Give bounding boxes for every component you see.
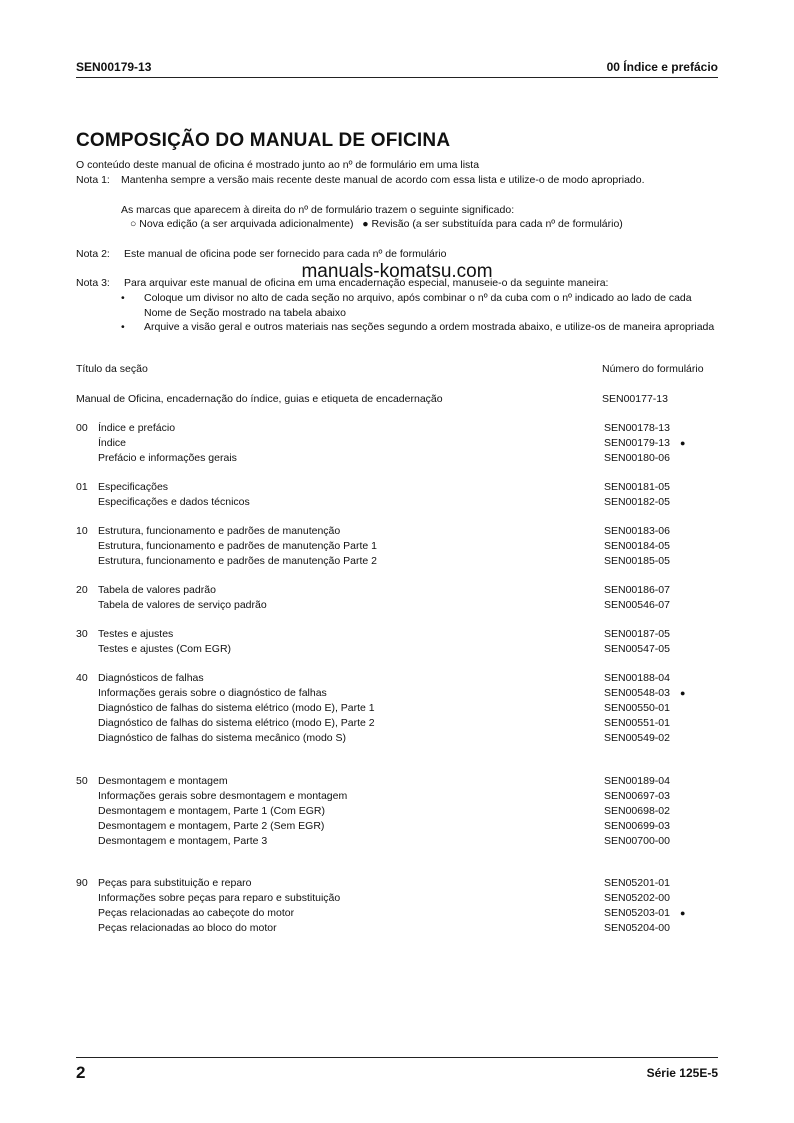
form-number: SEN00700-00 bbox=[604, 835, 670, 847]
table-row bbox=[76, 671, 726, 686]
page-number: 2 bbox=[76, 1063, 86, 1082]
form-number: SEN00551-01 bbox=[604, 717, 670, 729]
table-row bbox=[76, 891, 726, 906]
note1-marks-intro: As marcas que aparecem à direita do nº de formulário trazem o seguinte significado: bbox=[121, 204, 515, 216]
section-title: Informações gerais sobre o diagnóstico de falhas bbox=[98, 687, 327, 699]
column-header-form-number: Número do formulário bbox=[602, 363, 704, 375]
form-number: SEN00548-03 bbox=[604, 687, 670, 699]
open-circle-icon: ○ bbox=[130, 218, 137, 230]
bullet-icon: • bbox=[121, 292, 125, 304]
section-title: Índice bbox=[98, 437, 127, 449]
table-row bbox=[76, 436, 726, 451]
section-number: 01 bbox=[76, 481, 88, 493]
note3-text: Para arquivar este manual de oficina em uma encadernação especial, manuseie-o da seguinte maneira: bbox=[124, 277, 609, 289]
section-title: Desmontagem e montagem, Parte 1 (Com EGR) bbox=[98, 805, 326, 817]
section-number: 30 bbox=[76, 628, 88, 640]
table-row bbox=[76, 819, 726, 834]
section-title: Estrutura, funcionamento e padrões de manutenção Parte 2 bbox=[98, 555, 378, 567]
form-number: SEN05204-00 bbox=[604, 922, 670, 934]
form-number: SEN00186-07 bbox=[604, 584, 670, 596]
revision-mark-icon: ● bbox=[680, 908, 686, 918]
table-row bbox=[76, 774, 726, 789]
section-title: Especificações e dados técnicos bbox=[98, 496, 250, 508]
table-row bbox=[76, 539, 726, 554]
section-title: Diagnóstico de falhas do sistema elétrico (modo E), Parte 1 bbox=[98, 702, 375, 714]
table-row bbox=[76, 789, 726, 804]
revision-mark-icon: ● bbox=[680, 438, 686, 448]
form-number: SEN00189-04 bbox=[604, 775, 670, 787]
legend-new-edition bbox=[130, 217, 623, 232]
legend-revision-label: Revisão (a ser substituída para cada nº de formulário) bbox=[371, 218, 623, 230]
note1-text: Mantenha sempre a versão mais recente deste manual de acordo com essa lista e utilize-o de modo apropriado. bbox=[121, 174, 645, 186]
section-title: Estrutura, funcionamento e padrões de manutenção bbox=[98, 525, 341, 537]
form-number: SEN00185-05 bbox=[604, 555, 670, 567]
section-title: Diagnóstico de falhas do sistema elétrico (modo E), Parte 2 bbox=[98, 717, 375, 729]
section-number: 10 bbox=[76, 525, 88, 537]
note3-bullet1: Coloque um divisor no alto de cada seção no arquivo, após combinar o nº da cuba com o nº indicado ao lado de cada Nome de Seção mostrado na tabela abaixo bbox=[144, 292, 692, 319]
section-title: Informações gerais sobre desmontagem e montagem bbox=[98, 790, 348, 802]
footer-rule bbox=[76, 1057, 718, 1058]
section-title: Peças relacionadas ao bloco do motor bbox=[98, 922, 277, 934]
header-doc-code: SEN00179-13 bbox=[76, 60, 152, 74]
form-number: SEN00188-04 bbox=[604, 672, 670, 684]
table-row bbox=[76, 627, 726, 642]
header-section-title: 00 Índice e prefácio bbox=[606, 60, 718, 74]
table-row bbox=[76, 731, 726, 746]
form-number: SEN00187-05 bbox=[604, 628, 670, 640]
form-number: SEN00550-01 bbox=[604, 702, 670, 714]
table-row bbox=[76, 421, 726, 436]
revision-mark-icon: ● bbox=[680, 688, 686, 698]
note1-label: Nota 1: bbox=[76, 174, 110, 186]
table-row bbox=[76, 642, 726, 657]
table-row bbox=[76, 554, 726, 569]
section-number: 90 bbox=[76, 877, 88, 889]
form-number: SEN00697-03 bbox=[604, 790, 670, 802]
page-title: COMPOSIÇÃO DO MANUAL DE OFICINA bbox=[76, 130, 451, 151]
section-title: Desmontagem e montagem, Parte 2 (Sem EGR) bbox=[98, 820, 325, 832]
section-title: Prefácio e informações gerais bbox=[98, 452, 237, 464]
intro-text: O conteúdo deste manual de oficina é mostrado junto ao nº de formulário em uma lista bbox=[76, 159, 480, 171]
form-number: SEN00699-03 bbox=[604, 820, 670, 832]
section-title: Tabela de valores de serviço padrão bbox=[98, 599, 267, 611]
note3-label: Nota 3: bbox=[76, 277, 110, 289]
section-title: Índice e prefácio bbox=[98, 422, 176, 434]
table-row bbox=[76, 906, 726, 921]
section-title: Peças relacionadas ao cabeçote do motor bbox=[98, 907, 295, 919]
section-title: Diagnóstico de falhas do sistema mecânico (modo S) bbox=[98, 732, 347, 744]
section-title: Informações sobre peças para reparo e substituição bbox=[98, 892, 341, 904]
table-row bbox=[76, 524, 726, 539]
section-title: Testes e ajustes bbox=[98, 628, 174, 640]
footer-series: Série 125E-5 bbox=[646, 1066, 718, 1080]
section-title: Diagnósticos de falhas bbox=[98, 672, 204, 684]
table-row bbox=[76, 583, 726, 598]
column-header-section: Título da seção bbox=[76, 363, 148, 375]
section-title: Peças para substituição e reparo bbox=[98, 877, 252, 889]
note2-label: Nota 2: bbox=[76, 248, 110, 260]
table-row bbox=[76, 834, 726, 849]
form-number: SEN05201-01 bbox=[604, 877, 670, 889]
table-row bbox=[76, 921, 726, 936]
form-number: SEN00182-05 bbox=[604, 496, 670, 508]
section-title: Especificações bbox=[98, 481, 169, 493]
table-row bbox=[76, 495, 726, 510]
header-rule bbox=[76, 77, 718, 78]
form-number: SEN00546-07 bbox=[604, 599, 670, 611]
table-row bbox=[76, 480, 726, 495]
section-title: Testes e ajustes (Com EGR) bbox=[98, 643, 232, 655]
form-number: SEN05203-01 bbox=[604, 907, 670, 919]
form-number: SEN00180-06 bbox=[604, 452, 670, 464]
form-number: SEN00177-13 bbox=[602, 393, 668, 405]
form-number: SEN00698-02 bbox=[604, 805, 670, 817]
table-row bbox=[76, 598, 726, 613]
table-row bbox=[76, 876, 726, 891]
table-row bbox=[76, 701, 726, 716]
legend-new-label: Nova edição (a ser arquivada adicionalmente) bbox=[139, 218, 354, 230]
note2-text: Este manual de oficina pode ser fornecido para cada nº de formulário bbox=[124, 248, 447, 260]
table-row bbox=[76, 451, 726, 466]
form-number: SEN00183-06 bbox=[604, 525, 670, 537]
form-number: SEN00549-02 bbox=[604, 732, 670, 744]
form-number: SEN05202-00 bbox=[604, 892, 670, 904]
section-number: 40 bbox=[76, 672, 88, 684]
note3-bullet2: Arquive a visão geral e outros materiais nas seções segundo a ordem mostrada abaixo, e utilize-os de maneira apropriada bbox=[144, 321, 715, 333]
form-number: SEN00179-13 bbox=[604, 437, 670, 449]
section-title: Desmontagem e montagem, Parte 3 bbox=[98, 835, 268, 847]
form-number: SEN00547-05 bbox=[604, 643, 670, 655]
form-number: SEN00178-13 bbox=[604, 422, 670, 434]
table-row bbox=[76, 392, 726, 407]
filled-circle-icon: ● bbox=[362, 218, 369, 230]
table-row bbox=[76, 804, 726, 819]
section-title: Tabela de valores padrão bbox=[98, 584, 216, 596]
table-row bbox=[76, 716, 726, 731]
section-title: Estrutura, funcionamento e padrões de manutenção Parte 1 bbox=[98, 540, 378, 552]
section-number: 00 bbox=[76, 422, 88, 434]
section-number: 20 bbox=[76, 584, 88, 596]
section-number: 50 bbox=[76, 775, 88, 787]
table-row bbox=[76, 686, 726, 701]
form-number: SEN00184-05 bbox=[604, 540, 670, 552]
watermark: manuals-komatsu.com bbox=[301, 261, 493, 282]
section-title: Desmontagem e montagem bbox=[98, 775, 228, 787]
bullet-icon: • bbox=[121, 321, 125, 333]
form-number: SEN00181-05 bbox=[604, 481, 670, 493]
section-title: Manual de Oficina, encadernação do índice, guias e etiqueta de encadernação bbox=[76, 393, 443, 405]
